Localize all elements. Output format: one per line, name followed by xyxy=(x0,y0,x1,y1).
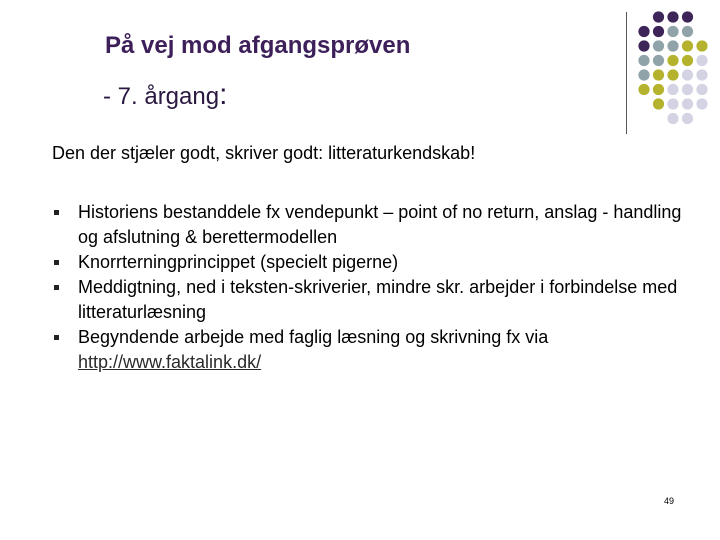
title-line-2-text: - 7. årgang xyxy=(103,83,220,110)
decorative-dot xyxy=(667,40,678,51)
decorative-dot xyxy=(682,113,693,124)
bullet-text: Begyndende arbejde med faglig læsning og skrivning fx via xyxy=(78,327,549,347)
bullet-list xyxy=(52,200,692,375)
decorative-dot xyxy=(653,26,664,37)
decorative-dot xyxy=(638,26,649,37)
decorative-dot xyxy=(667,55,678,66)
decorative-dot-grid xyxy=(0,0,720,140)
decorative-dot xyxy=(667,98,678,109)
bullet-marker xyxy=(54,260,59,265)
bullet-item xyxy=(52,325,692,375)
decorative-dot xyxy=(638,55,649,66)
decorative-dot xyxy=(667,11,678,22)
decorative-dot xyxy=(667,84,678,95)
decorative-dot xyxy=(638,84,649,95)
decorative-dot xyxy=(682,40,693,51)
bullet-item xyxy=(52,250,692,275)
bullet-text: Knorrterningprincippet (specielt pigerne) xyxy=(78,252,399,272)
bullet-text: Historiens bestanddele fx vendepunkt – point of no return, anslag - handling og afslutning & berettermodellen xyxy=(78,202,682,247)
decorative-dot xyxy=(696,98,707,109)
bullet-marker xyxy=(54,210,59,215)
bullet-item xyxy=(52,275,692,325)
decorative-dot xyxy=(696,84,707,95)
bullet-marker xyxy=(54,335,59,340)
decorative-dot xyxy=(682,69,693,80)
decorative-dot xyxy=(638,69,649,80)
decorative-dot xyxy=(667,69,678,80)
decorative-dot xyxy=(696,55,707,66)
decorative-dot xyxy=(653,84,664,95)
bullet-item xyxy=(52,200,692,250)
faktalink-link[interactable]: http://www.faktalink.dk/ xyxy=(78,352,262,372)
bullet-marker xyxy=(54,285,59,290)
decorative-dot xyxy=(638,40,649,51)
decorative-dot xyxy=(653,55,664,66)
decorative-dot xyxy=(653,11,664,22)
slide-subtitle: Den der stjæler godt, skriver godt: litteraturkendskab! xyxy=(52,143,476,163)
title-line-1: På vej mod afgangsprøven xyxy=(105,32,411,59)
decorative-dot xyxy=(667,113,678,124)
decorative-dot xyxy=(653,40,664,51)
decorative-dot xyxy=(653,98,664,109)
decorative-dot xyxy=(682,55,693,66)
title-colon: : xyxy=(219,78,228,111)
decorative-dot xyxy=(682,98,693,109)
decorative-dot xyxy=(696,40,707,51)
decorative-dot xyxy=(696,69,707,80)
decorative-dot xyxy=(682,11,693,22)
page-number: 49 xyxy=(664,496,675,506)
decorative-dot xyxy=(682,26,693,37)
decorative-dot xyxy=(653,69,664,80)
decorative-dot xyxy=(667,26,678,37)
decorative-dot xyxy=(682,84,693,95)
bullet-text: Meddigtning, ned i teksten-skriverier, mindre skr. arbejder i forbindelse med litteraturlæsning xyxy=(78,277,678,322)
